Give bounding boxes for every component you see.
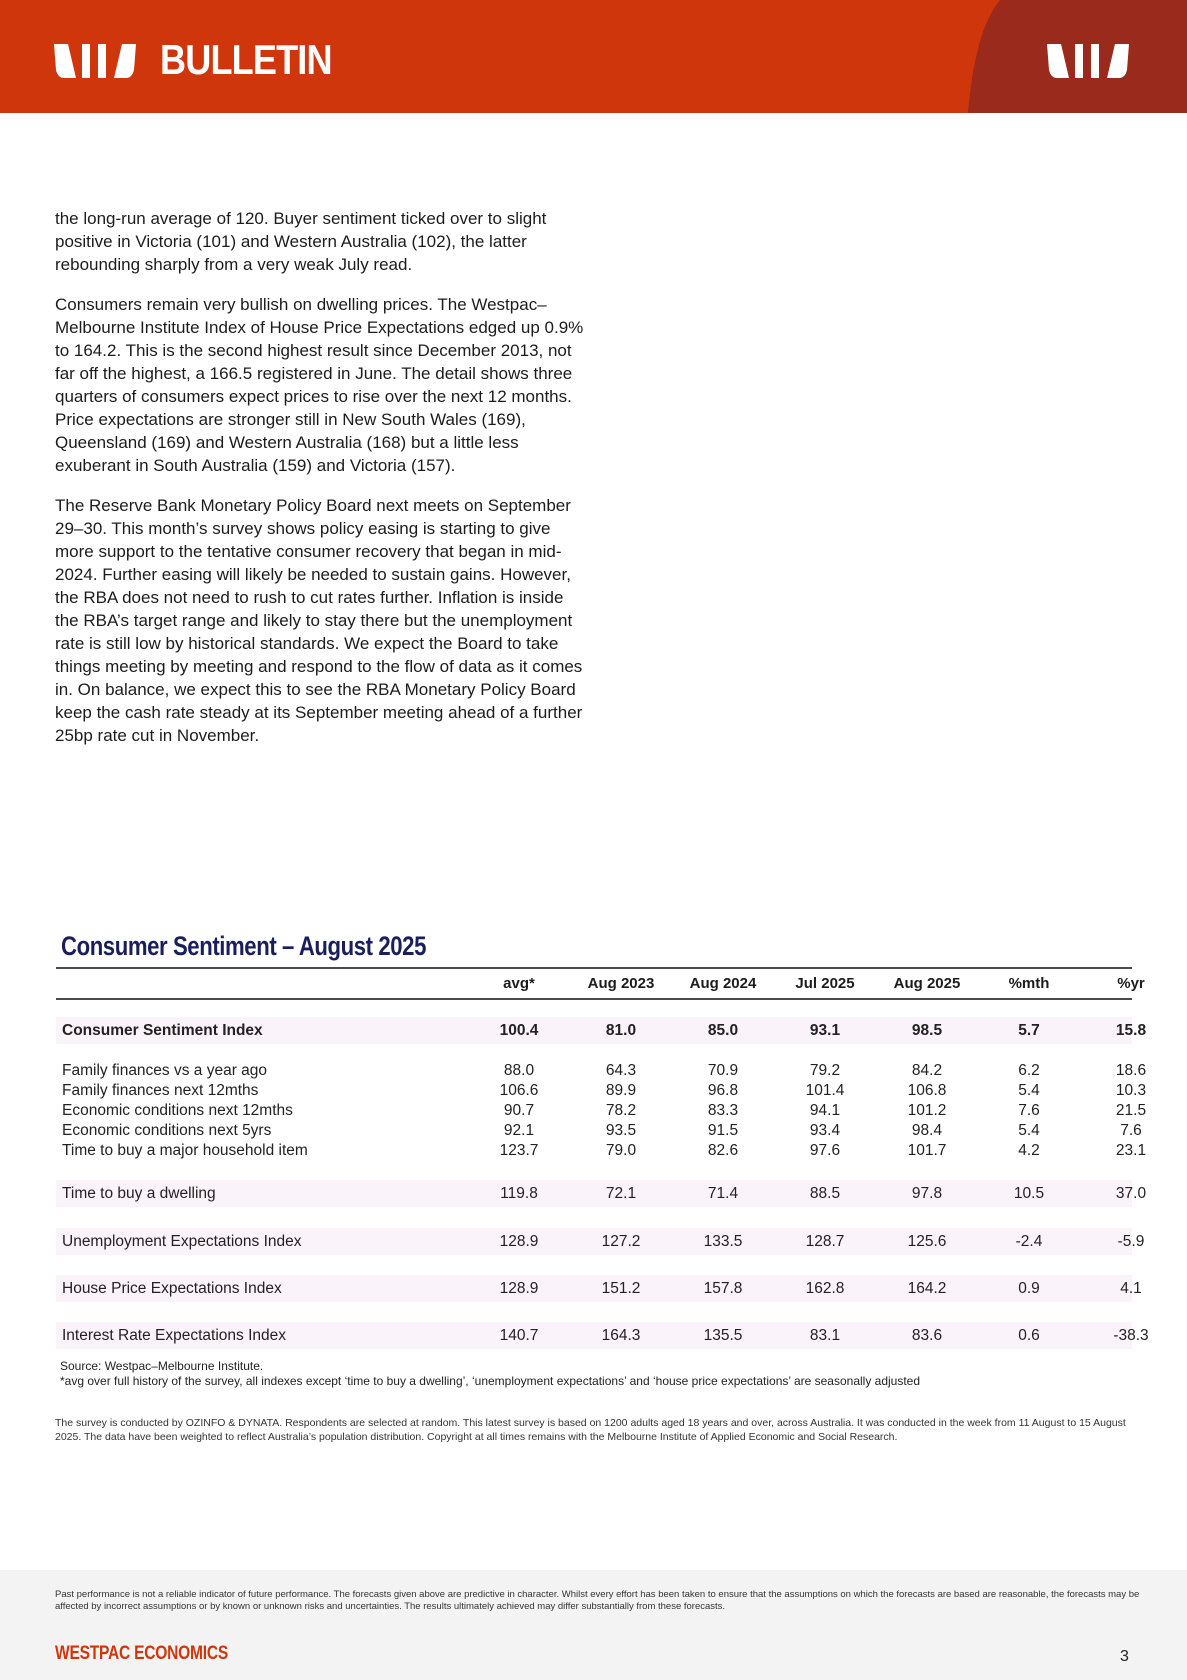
table-cell: 70.9 <box>707 1062 739 1079</box>
row-label: Consumer Sentiment Index <box>62 1022 263 1039</box>
table-cell: -2.4 <box>1015 1233 1043 1250</box>
table-cell: 85.0 <box>707 1022 739 1039</box>
table-cell: 97.8 <box>911 1185 943 1202</box>
table-cell: 82.6 <box>707 1142 739 1159</box>
column-header: %yr <box>1117 975 1145 992</box>
table-cell: 135.5 <box>703 1327 743 1344</box>
table-cell: 4.1 <box>1120 1280 1142 1297</box>
column-header: Aug 2023 <box>587 975 655 992</box>
row-label: Time to buy a major household item <box>62 1142 308 1159</box>
table-cell: 98.4 <box>911 1122 943 1139</box>
survey-note: The survey is conducted by OZINFO & DYNATA. Respondents are selected at random. This latest survey is based on 1200 adults aged 18 years and over, across Australia. It was conducted in the week from 11 August to 15 August 2025. The data have been weighted to reflect Australia’s population distribution. Copyright at all times remains with the Melbourne Institute of Applied Economic and Social Research. <box>55 1417 1126 1443</box>
table-cell: 78.2 <box>605 1102 637 1119</box>
westpac-logo-icon <box>1045 44 1131 78</box>
table-cell: 119.8 <box>500 1185 538 1202</box>
footer-brand: WESTPAC ECONOMICS <box>55 1643 228 1664</box>
table-row <box>56 1102 1147 1122</box>
table-row <box>56 1327 1149 1347</box>
table-cell: 140.7 <box>499 1327 539 1344</box>
table-cell: 72.1 <box>605 1185 637 1202</box>
paragraph: Consumers remain very bullish on dwelling prices. The Westpac–Melbourne Institute Index of House Price Expectations edged up 0.9% to 164.2. This is the second highest result since December 2013, not far off the highest, a 166.5 registered in June. The detail shows three quarters of consumers expect prices to rise over the next 12 months. Price expectations are stronger still in New South Wales (169), Queensland (169) and Western Australia (168) but a little less exuberant in South Australia (159) and Victoria (157). <box>55 295 584 475</box>
table-cell: 90.7 <box>503 1102 535 1119</box>
table-cell: -5.9 <box>1117 1233 1145 1250</box>
table-cell: 93.1 <box>809 1022 841 1039</box>
column-header: avg* <box>503 975 535 992</box>
table-cell: 21.5 <box>1115 1102 1147 1119</box>
table-cell: 106.8 <box>907 1082 947 1099</box>
row-label: Family finances next 12mths <box>62 1082 259 1099</box>
table-cell: 83.3 <box>707 1102 739 1119</box>
table-cell: 0.6 <box>1018 1327 1040 1344</box>
column-header: Aug 2024 <box>689 975 757 992</box>
source-line: Source: Westpac–Melbourne Institute. <box>60 1359 264 1373</box>
table-cell: 128.7 <box>805 1233 845 1250</box>
table-cell: 128.9 <box>499 1280 539 1297</box>
table-cell: 93.4 <box>809 1122 841 1139</box>
table-cell: 7.6 <box>1018 1102 1040 1119</box>
table-cell: 101.7 <box>907 1142 947 1159</box>
footnote: *avg over full history of the survey, all indexes except ‘time to buy a dwelling’, ‘unemployment expectations’ and ‘house price expectations’ are seasonally adjusted <box>60 1374 921 1388</box>
table-source <box>60 1359 920 1389</box>
column-header: Aug 2025 <box>893 975 961 992</box>
page-number: 3 <box>1120 1648 1129 1665</box>
table-cell: 5.4 <box>1018 1082 1040 1099</box>
table-cell: 93.5 <box>605 1122 637 1139</box>
table-cell: 88.0 <box>503 1062 535 1079</box>
row-label: Unemployment Expectations Index <box>62 1233 302 1250</box>
table-cell: 89.9 <box>605 1082 637 1099</box>
table-cell: 5.4 <box>1018 1122 1040 1139</box>
table-cell: 10.3 <box>1115 1082 1147 1099</box>
table-cell: 106.6 <box>499 1082 539 1099</box>
table-cell: 94.1 <box>809 1102 841 1119</box>
table-cell: 162.8 <box>805 1280 845 1297</box>
table-cell: 83.6 <box>911 1327 943 1344</box>
paragraph: The Reserve Bank Monetary Policy Board next meets on September 29–30. This month’s survey shows policy easing is starting to give more support to the tentative consumer recovery that began in mid-2024. Further easing will likely be needed to sustain gains. However, the RBA does not need to rush to cut rates further. Inflation is inside the RBA’s target range and likely to stay there but the unemployment rate is still low by historical standards. We expect the Board to take things meeting by meeting and respond to the flow of data as it comes in. On balance, we expect this to see the RBA Monetary Policy Board keep the cash rate steady at its September meeting ahead of a further 25bp rate cut in November. <box>55 496 583 745</box>
table-cell: 84.2 <box>911 1062 943 1079</box>
table-cell: 133.5 <box>703 1233 743 1250</box>
table-row <box>56 1122 1142 1142</box>
row-label: Time to buy a dwelling <box>62 1185 216 1202</box>
table-cell: 0.9 <box>1018 1280 1040 1297</box>
table-cell: 98.5 <box>911 1022 943 1039</box>
table-cell: 5.7 <box>1018 1022 1040 1039</box>
row-label: Economic conditions next 5yrs <box>62 1122 272 1139</box>
table-row <box>56 1185 1147 1205</box>
table-row <box>56 1233 1145 1253</box>
table-cell: 4.2 <box>1018 1142 1040 1159</box>
table-cell: 151.2 <box>601 1280 641 1297</box>
table-cell: 10.5 <box>1013 1185 1045 1202</box>
table-row <box>56 1280 1142 1300</box>
table-cell: 91.5 <box>707 1122 739 1139</box>
table-cell: 79.2 <box>809 1062 841 1079</box>
row-label: Interest Rate Expectations Index <box>62 1327 287 1344</box>
table-row <box>56 1082 1147 1102</box>
table-cell: 7.6 <box>1120 1122 1142 1139</box>
table-cell: 88.5 <box>809 1185 841 1202</box>
table-cell: 101.2 <box>907 1102 947 1119</box>
header-title: BULLETIN <box>160 36 332 83</box>
table-row <box>56 1062 1147 1082</box>
page-header <box>0 0 1187 113</box>
table-cell: -38.3 <box>1113 1327 1149 1344</box>
table-cell: 6.2 <box>1018 1062 1040 1079</box>
row-label: House Price Expectations Index <box>62 1280 282 1297</box>
table-cell: 23.1 <box>1115 1142 1147 1159</box>
table-cell: 71.4 <box>707 1185 739 1202</box>
paragraph: the long-run average of 120. Buyer sentiment ticked over to slight positive in Victoria (101) and Western Australia (102), the latter rebounding sharply from a very weak July read. <box>55 209 547 274</box>
table-cell: 15.8 <box>1115 1022 1147 1039</box>
westpac-logo-icon <box>54 44 136 78</box>
table-title: Consumer Sentiment – August 2025 <box>61 931 426 961</box>
table-cell: 128.9 <box>499 1233 539 1250</box>
divider <box>56 967 1132 969</box>
table-cell: 81.0 <box>605 1022 637 1039</box>
disclaimer: Past performance is not a reliable indicator of future performance. The forecasts given above are predictive in character. Whilst every effort has been taken to ensure that the assumptions on which the forecasts are based are reasonable, the forecasts may be affected by incorrect assumptions or by known or unknown risks and uncertainties. The results ultimately achieved may differ substantially from these forecasts. <box>55 1589 1140 1612</box>
column-header: %mth <box>1008 975 1050 992</box>
table-cell: 92.1 <box>503 1122 535 1139</box>
table-header-row <box>56 975 1145 997</box>
table-row <box>56 1022 1147 1042</box>
article-body <box>55 207 590 764</box>
table-cell: 79.0 <box>605 1142 637 1159</box>
table-cell: 18.6 <box>1115 1062 1147 1079</box>
row-label: Family finances vs a year ago <box>62 1062 268 1079</box>
table-cell: 64.3 <box>605 1062 637 1079</box>
table-cell: 101.4 <box>805 1082 845 1099</box>
divider <box>56 998 1132 1000</box>
column-header: Jul 2025 <box>795 975 855 992</box>
row-label: Economic conditions next 12mths <box>62 1102 293 1119</box>
table-row <box>56 1142 1147 1162</box>
table-cell: 123.7 <box>499 1142 539 1159</box>
table-cell: 96.8 <box>707 1082 739 1099</box>
table-cell: 164.2 <box>907 1280 947 1297</box>
table-cell: 83.1 <box>809 1327 841 1344</box>
table-cell: 97.6 <box>809 1142 841 1159</box>
table-cell: 125.6 <box>907 1233 947 1250</box>
table-cell: 157.8 <box>703 1280 743 1297</box>
table-cell: 127.2 <box>601 1233 641 1250</box>
table-cell: 100.4 <box>499 1022 539 1039</box>
table-cell: 164.3 <box>601 1327 641 1344</box>
table-cell: 37.0 <box>1115 1185 1147 1202</box>
